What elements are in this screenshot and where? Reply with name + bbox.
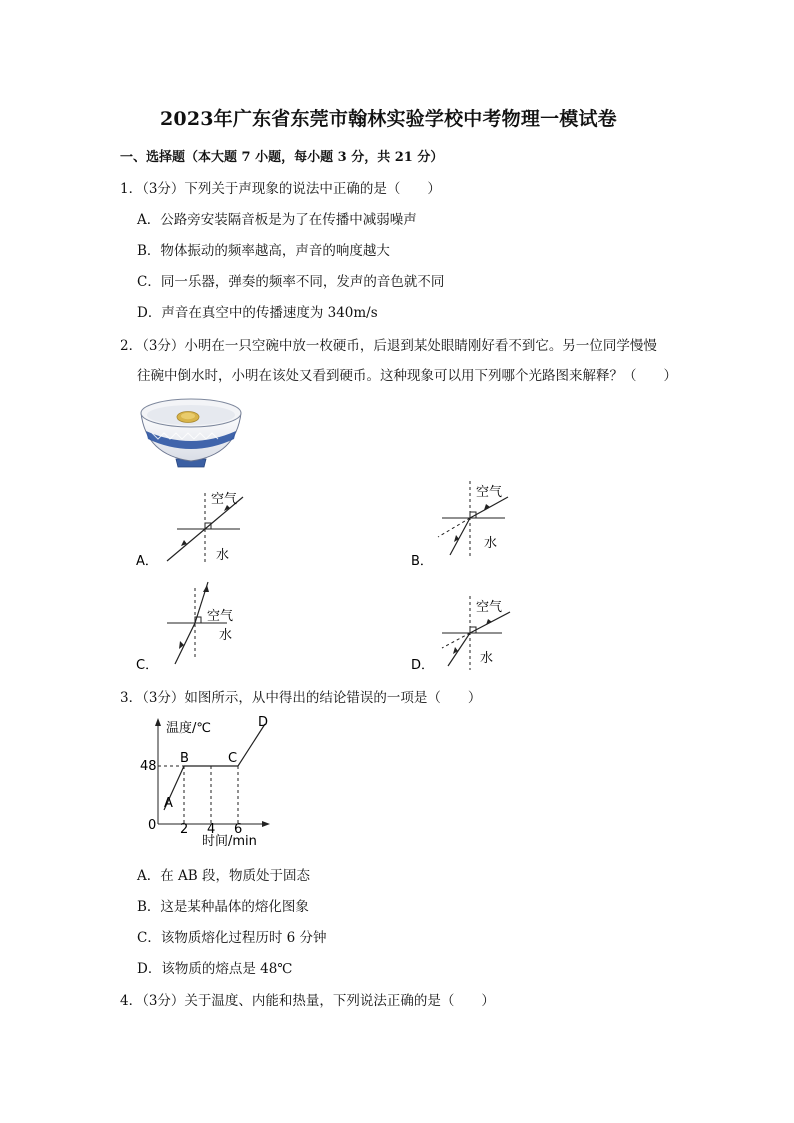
air-label: 空气: [207, 609, 234, 624]
ray-diagram-a: [135, 485, 255, 575]
point-b-label: B: [180, 751, 189, 766]
water-label: 水: [484, 536, 498, 551]
water-label: 水: [216, 548, 230, 563]
question-2-stem-line1: 2．（3分）小明在一只空碗中放一枚硬币，后退到某处眼睛刚好看不到它。另一位同学慢慢: [120, 338, 657, 354]
water-label: 水: [480, 651, 494, 666]
x-tick-2: 2: [180, 822, 189, 837]
bowl-with-coin-image: [138, 393, 244, 471]
air-label: 空气: [211, 492, 238, 507]
page-title: 2023年广东省东莞市翰林实验学校中考物理一模试卷: [160, 108, 617, 130]
option-label-a: A．: [136, 554, 158, 569]
question-1-option-b: B．物体振动的频率越高，声音的响度越大: [137, 243, 390, 259]
x-tick-6: 6: [234, 822, 243, 837]
question-3-option-c: C．该物质熔化过程历时 6 分钟: [137, 930, 327, 946]
air-label: 空气: [476, 600, 503, 615]
question-3-option-b: B．这是某种晶体的熔化图象: [137, 899, 309, 915]
question-3-option-d: D．该物质的熔点是 48℃: [137, 961, 293, 977]
question-1-option-c: C．同一乐器，弹奏的频率不同，发声的音色就不同: [137, 274, 445, 290]
x-axis-label: 时间/min: [202, 834, 257, 849]
point-d-label: D: [258, 715, 269, 730]
temperature-time-graph: [140, 712, 280, 852]
x-tick-4: 4: [207, 822, 216, 837]
point-c-label: C: [228, 751, 238, 766]
ray-diagram-b: [410, 477, 530, 572]
y-axis-label: 温度/℃: [166, 721, 211, 736]
section-heading: 一、选择题（本大题 7 小题，每小题 3 分，共 21 分）: [120, 150, 444, 165]
water-label: 水: [219, 628, 233, 643]
question-4-stem: 4．（3分）关于温度、内能和热量，下列说法正确的是（ ）: [120, 993, 495, 1009]
question-1-option-a: A．公路旁安装隔音板是为了在传播中减弱噪声: [137, 212, 417, 228]
option-label-d: D．: [411, 658, 435, 673]
y-tick-48: 48: [140, 759, 157, 774]
question-1-option-d: D．声音在真空中的传播速度为 340m/s: [137, 305, 378, 321]
ray-diagram-d: [410, 592, 530, 677]
ray-diagram-c: [135, 578, 255, 673]
question-3-stem: 3．（3分）如图所示，从中得出的结论错误的一项是（ ）: [120, 690, 482, 706]
air-label: 空气: [476, 485, 503, 500]
option-label-b: B．: [411, 554, 433, 569]
question-2-stem-line2: 往碗中倒水时，小明在该处又看到硬币。这种现象可以用下列哪个光路图来解释？（ ）: [137, 368, 677, 384]
option-label-c: C．: [136, 658, 159, 673]
origin-label: 0: [148, 818, 157, 833]
question-3-option-a: A．在 AB 段，物质处于固态: [137, 868, 311, 884]
point-a-label: A: [164, 796, 173, 811]
question-1-stem: 1．（3分）下列关于声现象的说法中正确的是（ ）: [120, 181, 441, 197]
